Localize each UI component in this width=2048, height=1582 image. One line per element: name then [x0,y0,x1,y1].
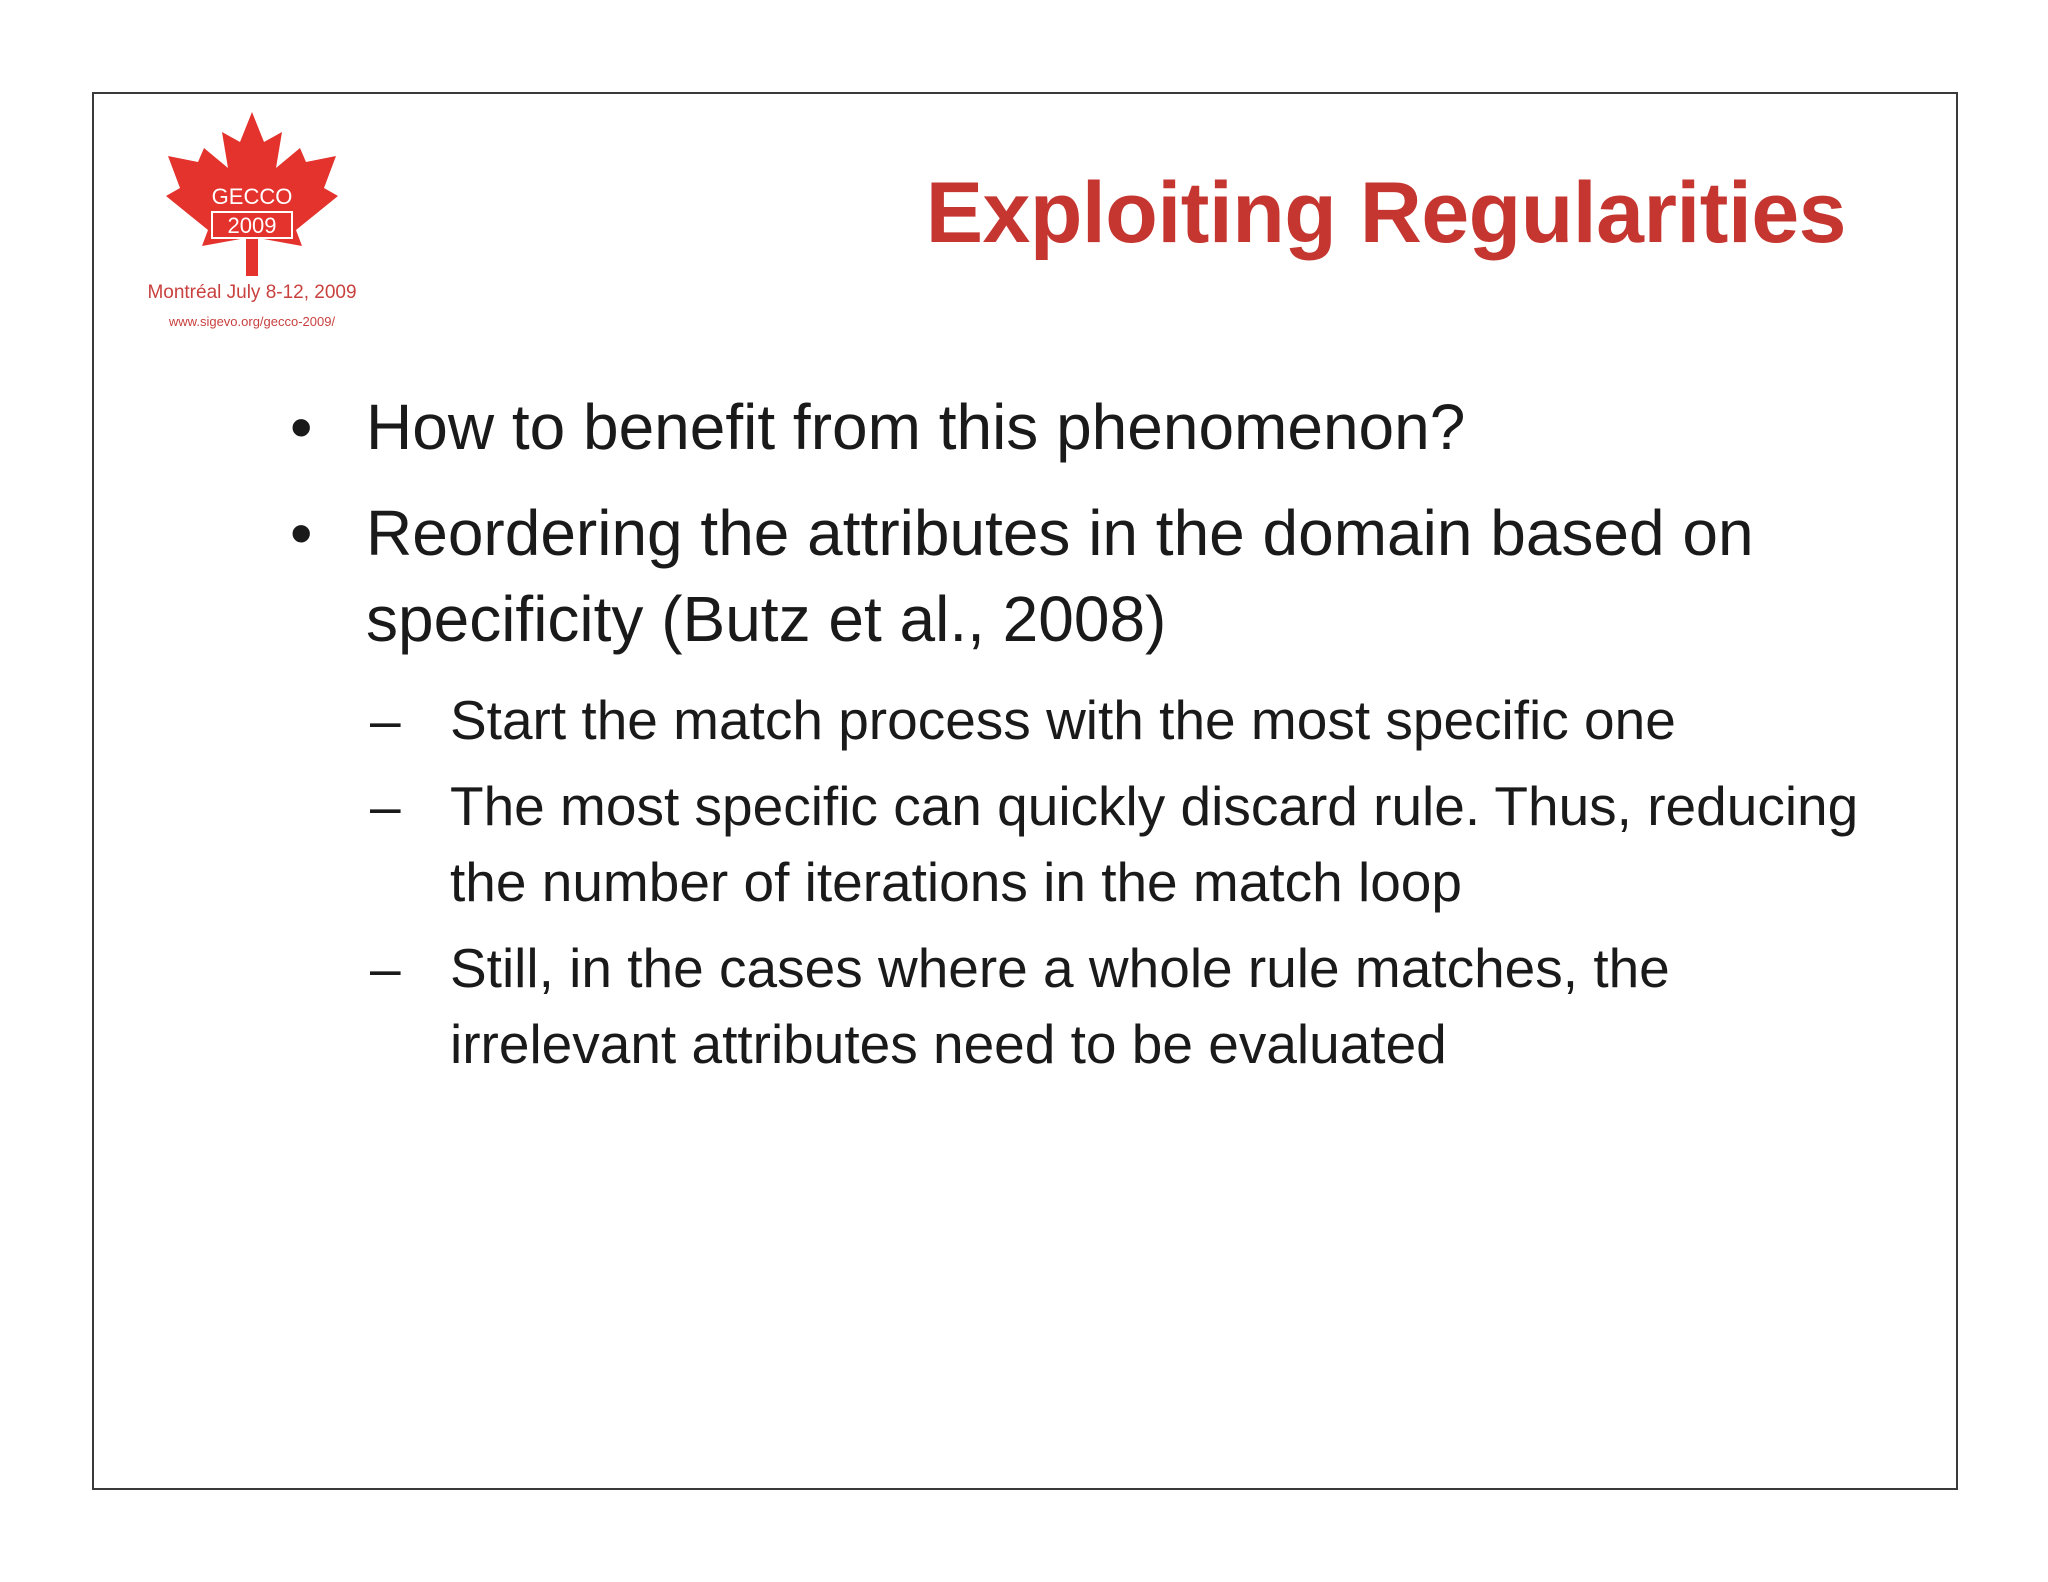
bullet-marker: • [290,391,313,463]
sub-bullet-item [274,682,1874,758]
logo-url: www.sigevo.org/gecco-2009/ [168,314,336,329]
slide-title: Exploiting Regularities [925,165,1846,261]
bullet-text: How to benefit from this phenomenon? [366,391,1466,463]
bullet-marker: • [290,497,313,569]
sub-bullet-text: Start the match process with the most specific one [450,689,1676,751]
sub-bullet-marker: – [370,689,401,751]
gecco-logo [112,108,392,348]
sub-bullet-marker: – [370,937,401,999]
logo-location-date: Montréal July 8-12, 2009 [147,282,357,303]
badge-line2: 2009 [227,213,277,238]
sub-bullet-item [274,768,1874,920]
slide-frame [92,92,1958,1490]
sub-bullet-text: The most specific can quickly discard rule. Thus, reducing the number of iterations in the match loop [450,775,1859,913]
sub-bullet-marker: – [370,775,401,837]
slide-content [274,384,1874,1092]
bullet-text: Reordering the attributes in the domain based on specificity (Butz et al., 2008) [366,497,1754,655]
sub-bullet-item [274,930,1874,1082]
maple-leaf-icon [160,108,344,278]
badge-line1: GECCO [211,184,293,209]
bullet-item [274,384,1874,470]
bullet-item [274,490,1874,662]
sub-bullet-text: Still, in the cases where a whole rule matches, the irrelevant attributes need to be evaluated [450,937,1670,1075]
